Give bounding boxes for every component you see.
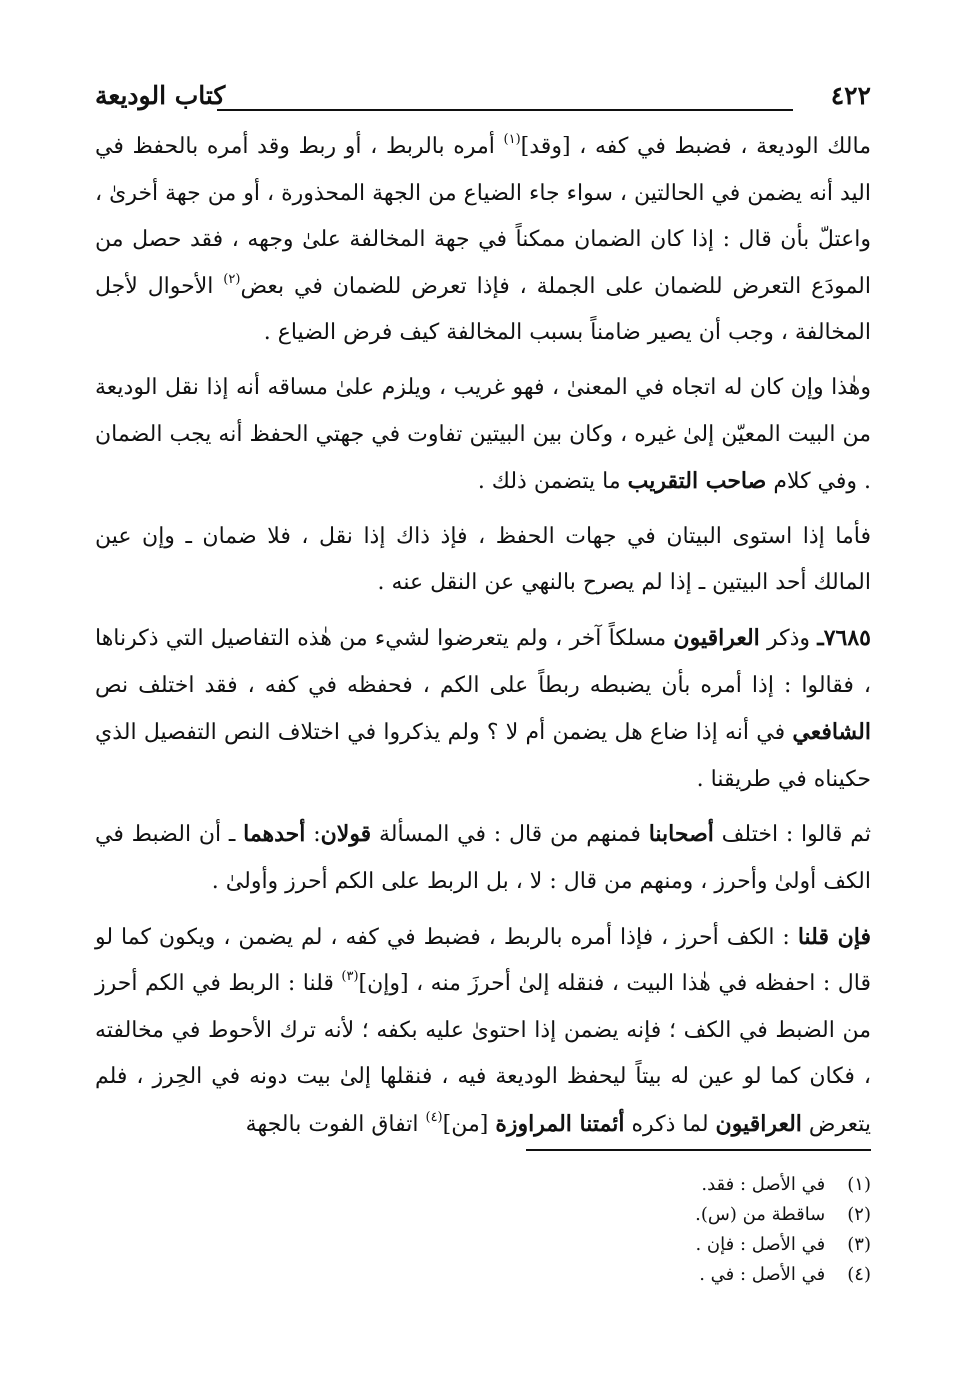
- bold-term: قولان: [320, 821, 372, 848]
- text-run: ما يتضمن ذلك .: [477, 469, 628, 495]
- paragraph-5: [95, 811, 871, 905]
- bold-term: أصحابنا: [648, 821, 714, 848]
- footnote-text: في الأصل : فإن .: [695, 1234, 826, 1255]
- footnote-number: (٢): [847, 1204, 871, 1225]
- text-run: مالك الوديعة ، فضبط في كفه ، [وقد]: [520, 134, 871, 159]
- text-run: لما ذكره: [624, 1111, 716, 1137]
- footnote-ref: (٤): [425, 1109, 443, 1125]
- chapter-title: كتاب الوديعة: [95, 81, 226, 110]
- paragraph-2: [95, 365, 871, 506]
- paragraph-7685: [95, 615, 871, 803]
- text-run: ثم قالوا : اختلف: [713, 822, 871, 848]
- footnote-text: في الأصل : فقد.: [701, 1174, 826, 1195]
- footnote-1: [311, 1170, 871, 1200]
- bold-term: أحدهما: [243, 821, 306, 848]
- footnote-number: (٤): [847, 1264, 871, 1285]
- bold-term: فإن قلنا: [797, 923, 871, 950]
- footnote-text: في الأصل : في .: [699, 1264, 826, 1285]
- running-header: [95, 78, 871, 122]
- bold-term: الشافعي: [792, 719, 871, 746]
- text-run: مسلكاً آخر ، ولم يتعرضوا لشيء من هٰذه التفاصيل التي ذكرناها ، فقالوا : إذا أمره بأن يضبطه ربطاً على الكم ، فحفظه في كفه ، فقد اختلف نص: [95, 625, 871, 698]
- header-rule: [217, 109, 793, 111]
- text-run: ـ أن الضبط في الكف أولىٰ وأحرز ، ومنهم من قال : لا ، بل الربط على الكم أحرز وأولىٰ .: [95, 822, 871, 894]
- text-run: [من]: [442, 1111, 496, 1137]
- bold-term: أئمتنا المراوزة: [495, 1110, 625, 1137]
- footnote-2: [311, 1200, 871, 1230]
- paragraph-1: [95, 124, 871, 357]
- text-run: في أنه إذا ضاع هل يضمن أم لا ؟ ولم يذكروا في اختلاف النص التفصيل الذي حكيناه في طريقنا .: [95, 720, 871, 792]
- main-text: [95, 124, 871, 1148]
- footnote-ref: (١): [503, 132, 521, 147]
- footnote-ref: (٣): [341, 969, 359, 985]
- bold-term: ٧٦٨٥ـ: [817, 624, 871, 651]
- bold-term: العراقيون: [715, 1110, 802, 1137]
- page-number: ٤٢٢: [830, 81, 871, 110]
- text-run: : الكف أحرز ، فإذا أمره بالربط ، فضبط في كفه ، لم يضمن ، ويكون كما لو قال : احفظه في هٰذا البيت ، فنقله إلىٰ أحرزَ منه ، [وإن]: [95, 924, 871, 997]
- footnote-4: [311, 1260, 871, 1290]
- footnote-3: [311, 1230, 871, 1260]
- footnote-ref: (٢): [223, 271, 241, 287]
- text-run: :: [305, 822, 321, 848]
- text-run: فمنهم من قال : في المسألة: [371, 822, 649, 848]
- text-run: الأحوال لأجل المخالفة ، وجب أن يصير ضامناً بسبب المخالفة كيف فرض الضياع .: [95, 273, 871, 346]
- bold-term: العراقيون: [673, 624, 760, 651]
- text-run: اتفاق الفوت بالجهة: [245, 1111, 426, 1137]
- text-run: وهٰذا وإن كان له اتجاه في المعنىٰ ، فهو غريب ، ويلزم علىٰ مساقه أنه إذا نقل الوديعة من البيت المعيّن إلىٰ غيره ، وكان بين البيتين تفاوت في جهتي الحفظ أنه يجب الضمان . وفي كلام: [95, 374, 871, 495]
- footnote-number: (١): [847, 1174, 871, 1195]
- bold-term: صاحب التقريب: [627, 468, 767, 495]
- footnote-separator: [526, 1149, 871, 1151]
- paragraph-3: [95, 514, 871, 607]
- footnotes: [311, 1170, 871, 1290]
- footnote-text: ساقطة من (س).: [695, 1204, 826, 1225]
- text-run: قلنا : الربط في الكم أحرز من الضبط في الكف ؛ فإنه يضمن إذا احتوىٰ عليه بكفه ؛ لأنه ترك الأحوط في مخالفته ، فكان كما لو عين له بيتاً ليحفظ الوديعة فيه ، فنقلها إلىٰ بيت دونه في الحِرز ، فلم يتعرض: [95, 971, 871, 1137]
- paragraph-6: [95, 914, 871, 1149]
- footnote-number: (٣): [847, 1234, 871, 1255]
- text-run: فأما إذا استوى البيتان في جهات الحفظ ، فإذ ذاك إذا نقل ، فلا ضمان ـ وإن عين المالك أحد البيتين ـ إذا لم يصرح بالنهي عن النقل عنه .: [95, 523, 871, 596]
- text-run: أمره بالربط ، أو ربط وقد أمره بالحفظ في اليد أنه يضمن في الحالتين ، سواء جاء الضياع من الجهة المحذورة ، أو من جهة أخرىٰ ، واعتلّ بأن قال : إذا كان الضمان ممكناً في جهة المخالفة علىٰ وجهه ، فقد حصل من المودَع التعرض للضمان على الجملة ، فإذا تعرض للضمان في بعض: [95, 134, 871, 299]
- text-run: وذكر: [759, 625, 818, 651]
